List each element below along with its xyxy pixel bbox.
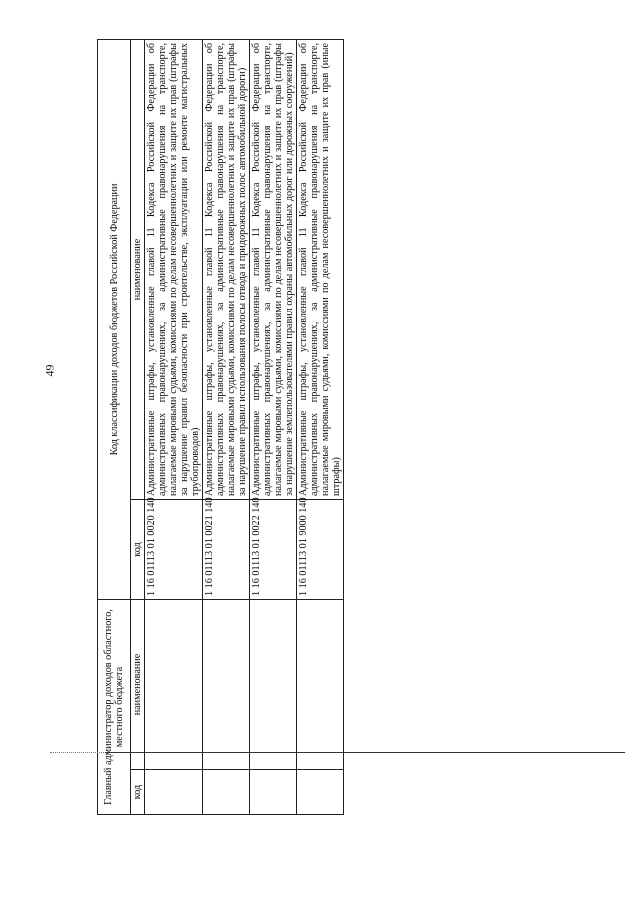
admin-name-cell: [203, 600, 250, 770]
horizontal-rule: [105, 752, 625, 753]
admin-code-cell: [250, 770, 297, 815]
table-row: [250, 39, 297, 814]
header-admin-name: наименование: [131, 600, 145, 770]
classification-code-cell: 1 16 01113 01 0020 140: [145, 500, 203, 600]
header-admin-group: Главный администратор доходов областного, местного бюджета: [98, 600, 131, 815]
classification-name-cell: Административные штрафы, установленные главой 11 Кодекса Российской Федерации об административных правонарушениях, за административные правонарушения на транспорте, налагаемые мировыми судьями, комиссиями по делам несовершеннолетних и защите их прав (штрафы за нарушение правил безопасности при строительстве, эксплуатации или ремонте магистральных трубопроводов): [145, 39, 203, 499]
header-classification-name: наименование: [131, 39, 145, 499]
classification-code-cell: 1 16 01113 01 0022 140: [250, 500, 297, 600]
table-row: [297, 39, 344, 814]
classification-name-cell: Административные штрафы, установленные главой 11 Кодекса Российской Федерации об административных правонарушениях, за административные правонарушения на транспорте, налагаемые мировыми судьями, комиссиями по делам несовершеннолетних и защите их прав (штрафы за нарушение правил использования полосы отвода и придорожных полос автомобильной дороги): [203, 39, 250, 499]
admin-code-cell: [145, 770, 203, 815]
header-code-group: Код классификации доходов бюджетов Российской Федерации: [98, 39, 131, 599]
dotted-rule: [50, 752, 110, 753]
revenue-classification-table: [97, 39, 344, 815]
table-row: [145, 39, 203, 814]
header-admin-code: код: [131, 770, 145, 815]
page-number: [40, 355, 60, 385]
admin-code-cell: [203, 770, 250, 815]
admin-name-cell: [297, 600, 344, 770]
admin-name-cell: [250, 600, 297, 770]
classification-code-cell: 1 16 01113 01 0021 140: [203, 500, 250, 600]
classification-code-cell: 1 16 01113 01 9000 140: [297, 500, 344, 600]
table-row: [203, 39, 250, 814]
classification-name-cell: Административные штрафы, установленные главой 11 Кодекса Российской Федерации об административных правонарушениях, за административные правонарушения на транспорте, налагаемые мировыми судьями, комиссиями по делам несовершеннолетних и защите их прав (иные штрафы): [297, 39, 344, 499]
header-classification-code: код: [131, 500, 145, 600]
admin-name-cell: [145, 600, 203, 770]
admin-code-cell: [297, 770, 344, 815]
rotated-table-wrapper: [97, 40, 522, 815]
page-number-text: 49: [42, 364, 57, 377]
classification-name-cell: Административные штрафы, установленные главой 11 Кодекса Российской Федерации об административных правонарушениях, за административные правонарушения на транспорте, налагаемые мировыми судьями, комиссиями по делам несовершеннолетних и защите их прав (штрафы за нарушение землепользователями правил охраны автомобильных дорог или дорожных сооружений): [250, 39, 297, 499]
